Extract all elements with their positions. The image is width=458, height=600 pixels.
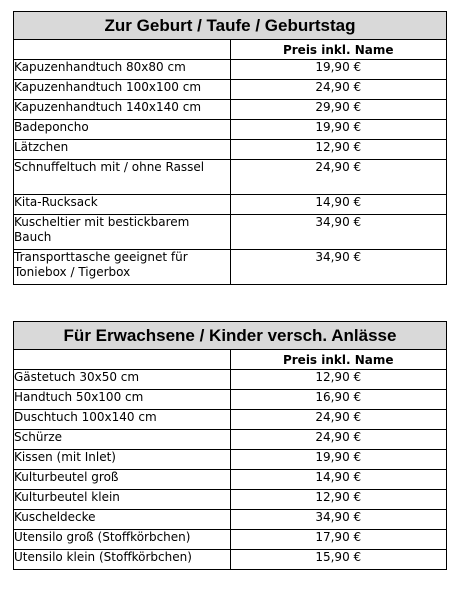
table-row xyxy=(14,60,447,80)
table-row xyxy=(14,470,447,490)
table-row xyxy=(14,490,447,510)
item-name: Kita-Rucksack xyxy=(14,195,231,215)
item-price: 34,90 € xyxy=(230,215,447,250)
item-price: 14,90 € xyxy=(230,470,447,490)
table-row xyxy=(14,450,447,470)
item-name: Kulturbeutel groß xyxy=(14,470,231,490)
item-price: 12,90 € xyxy=(230,370,447,390)
item-name: Gästetuch 30x50 cm xyxy=(14,370,231,390)
item-name: Kapuzenhandtuch 100x100 cm xyxy=(14,80,231,100)
item-price: 17,90 € xyxy=(230,530,447,550)
table-row xyxy=(14,510,447,530)
section-title: Für Erwachsene / Kinder versch. Anlässe xyxy=(14,322,447,350)
column-header-item xyxy=(14,40,231,60)
table-row xyxy=(14,80,447,100)
item-price: 29,90 € xyxy=(230,100,447,120)
item-price: 19,90 € xyxy=(230,60,447,80)
table-row xyxy=(14,430,447,450)
item-price: 34,90 € xyxy=(230,250,447,285)
table-row xyxy=(14,120,447,140)
price-table-adults xyxy=(13,321,447,570)
item-name: Kuscheltier mit bestickbarem Bauch xyxy=(14,215,231,250)
column-header-price: Preis inkl. Name xyxy=(230,40,447,60)
item-name: Utensilo groß (Stoffkörbchen) xyxy=(14,530,231,550)
item-price: 19,90 € xyxy=(230,120,447,140)
column-header-price: Preis inkl. Name xyxy=(230,350,447,370)
price-table-birth xyxy=(13,11,447,285)
item-price: 12,90 € xyxy=(230,140,447,160)
table-row xyxy=(14,410,447,430)
item-name: Duschtuch 100x140 cm xyxy=(14,410,231,430)
item-name: Transporttasche geeignet für Toniebox / Tigerbox xyxy=(14,250,231,285)
table-row xyxy=(14,550,447,570)
item-name: Kulturbeutel klein xyxy=(14,490,231,510)
table-row xyxy=(14,195,447,215)
table-row xyxy=(14,530,447,550)
column-header-item xyxy=(14,350,231,370)
table-row xyxy=(14,215,447,250)
table-row xyxy=(14,390,447,410)
item-name: Schnuffeltuch mit / ohne Rassel xyxy=(14,160,231,195)
table-row xyxy=(14,160,447,195)
section-title: Zur Geburt / Taufe / Geburtstag xyxy=(14,12,447,40)
item-name: Schürze xyxy=(14,430,231,450)
item-price: 34,90 € xyxy=(230,510,447,530)
item-price: 24,90 € xyxy=(230,80,447,100)
item-price: 14,90 € xyxy=(230,195,447,215)
table-row xyxy=(14,370,447,390)
table-row xyxy=(14,250,447,285)
item-price: 16,90 € xyxy=(230,390,447,410)
item-name: Utensilo klein (Stoffkörbchen) xyxy=(14,550,231,570)
item-name: Kissen (mit Inlet) xyxy=(14,450,231,470)
table-row xyxy=(14,140,447,160)
item-name: Handtuch 50x100 cm xyxy=(14,390,231,410)
item-name: Kuscheldecke xyxy=(14,510,231,530)
item-name: Kapuzenhandtuch 80x80 cm xyxy=(14,60,231,80)
item-name: Lätzchen xyxy=(14,140,231,160)
item-price: 12,90 € xyxy=(230,490,447,510)
item-price: 24,90 € xyxy=(230,430,447,450)
item-price: 24,90 € xyxy=(230,410,447,430)
table-row xyxy=(14,100,447,120)
item-name: Kapuzenhandtuch 140x140 cm xyxy=(14,100,231,120)
item-name: Badeponcho xyxy=(14,120,231,140)
item-price: 15,90 € xyxy=(230,550,447,570)
item-price: 24,90 € xyxy=(230,160,447,195)
item-price: 19,90 € xyxy=(230,450,447,470)
